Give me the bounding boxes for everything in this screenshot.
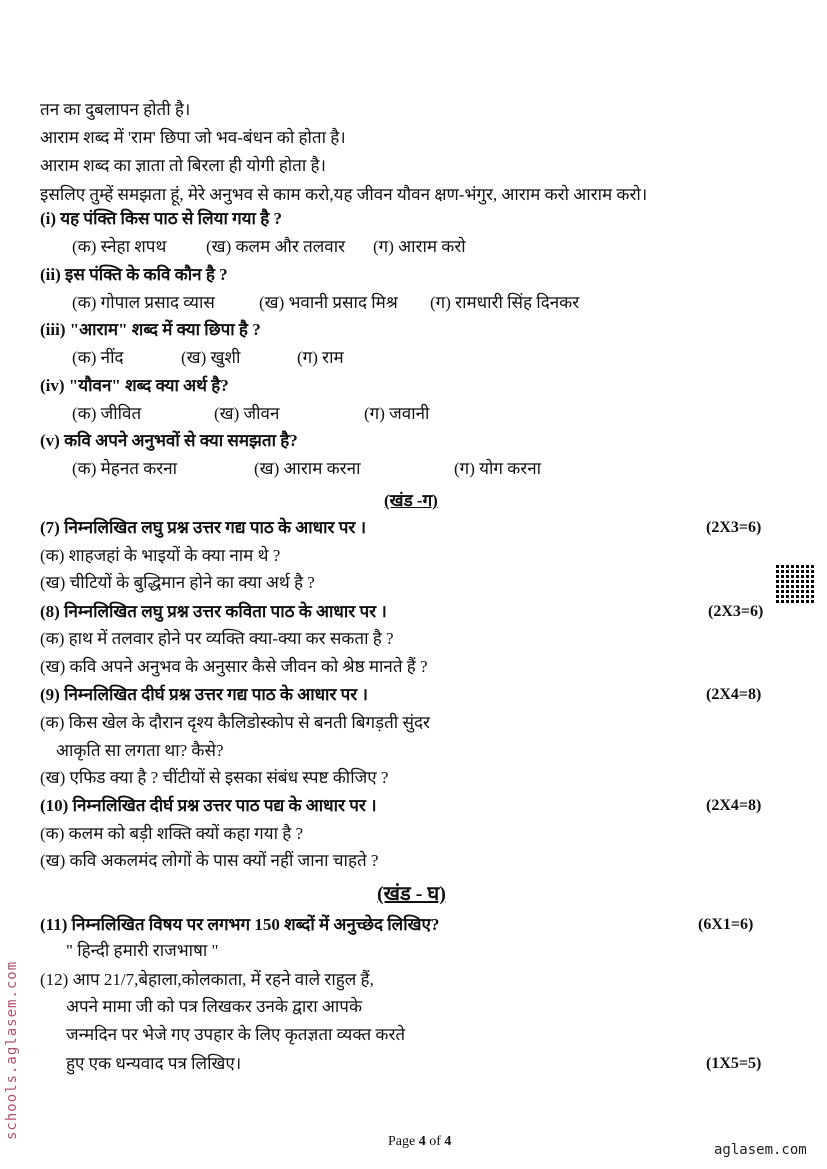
question-title: (7) निम्नलिखित लघु प्रश्न उत्तर गद्य पाठ के आधार पर । (40, 518, 367, 537)
marks: (1X5=5) (706, 1055, 762, 1072)
mcq-option: (ख) खुशी (181, 348, 241, 367)
marks: (6X1=6) (698, 916, 754, 933)
question-part: (क) शाहजहां के भाइयों के क्या नाम थे ? (40, 546, 281, 565)
poem-line: आराम शब्द में 'राम' छिपा जो भव-बंधन को होता है। (40, 128, 346, 147)
mcq-option: (ख) कलम और तलवार (206, 237, 346, 256)
letter-prompt-line: जन्मदिन पर भेजे गए उपहार के लिए कृतज्ञता व्यक्त करते (66, 1025, 406, 1044)
mcq-option: (क) स्नेहा शपथ (72, 237, 167, 256)
mcq-option: (ग) आराम करो (373, 237, 466, 256)
mcq-option: (ख) जीवन (214, 404, 280, 423)
question-title: (11) निम्नलिखित विषय पर लगभग 150 शब्दों में अनुच्छेद लिखिए? (40, 915, 440, 934)
mcq-question: (i) यह पंक्ति किस पाठ से लिया गया है ? (40, 209, 282, 228)
poem-line: तन का दुबलापन होती है। (40, 100, 191, 119)
page-number (388, 1134, 451, 1150)
question-part: (क) किस खेल के दौरान दृश्य कैलिडोस्कोप से बनती बिगड़ती सुंदर (40, 713, 430, 732)
mcq-option: (ख) भवानी प्रसाद मिश्र (259, 293, 398, 312)
letter-prompt-line: (12) आप 21/7,बेहाला,कोलकाता, में रहने वाले राहुल हैं, (40, 970, 374, 989)
letter-prompt-line: हुए एक धन्यवाद पत्र लिखिए। (66, 1054, 242, 1073)
mcq-question: (ii) इस पंक्ति के कवि कौन है ? (40, 265, 228, 284)
question-part: (क) कलम को बड़ी शक्ति क्यों कहा गया है ? (40, 824, 304, 843)
essay-topic: " हिन्दी हमारी राजभाषा " (66, 941, 219, 960)
question-title: (10) निम्नलिखित दीर्घ प्रश्न उत्तर पाठ पद्य के आधार पर । (40, 796, 377, 815)
mcq-question: (v) कवि अपने अनुभवों से क्या समझता है? (40, 431, 298, 450)
poem-line: इसलिए तुम्हें समझता हूं, मेरे अनुभव से काम करो,यह जीवन यौवन क्षण-भंगुर, आराम करो आराम करो। (40, 185, 648, 204)
letter-prompt-line: अपने मामा जी को पत्र लिखकर उनके द्वारा आपके (66, 997, 363, 1016)
mcq-option: (क) गोपाल प्रसाद व्यास (72, 293, 215, 312)
section-heading-g: (खंड -ग) (384, 491, 438, 510)
question-title: (8) निम्नलिखित लघु प्रश्न उत्तर कविता पाठ के आधार पर । (40, 602, 387, 621)
question-part: (ख) चीटियों के बुद्धिमान होने का क्या अर्थ है ? (40, 573, 315, 592)
poem-line: आराम शब्द का ज्ञाता तो बिरला ही योगी होता है। (40, 156, 326, 175)
mcq-option: (ख) आराम करना (254, 459, 361, 478)
question-part: (ख) कवि अपने अनुभव के अनुसार कैसे जीवन को श्रेष्ठ मानते हैं ? (40, 657, 428, 676)
question-part: (क) हाथ में तलवार होने पर व्यक्ति क्या-क्या कर सकता है ? (40, 629, 394, 648)
mcq-option: (ग) जवानी (364, 404, 430, 423)
page-prefix: Page (388, 1134, 419, 1149)
mcq-option: (ग) योग करना (454, 459, 542, 478)
marks: (2X4=8) (706, 797, 762, 814)
mcq-option: (क) नींद (72, 348, 124, 367)
marks: (2X3=6) (706, 519, 762, 536)
mcq-option: (ग) राम (297, 348, 344, 367)
section-heading-gh: (खंड - घ) (377, 883, 446, 905)
page-current: 4 (418, 1134, 426, 1149)
mcq-option: (ग) रामधारी सिंह दिनकर (430, 293, 580, 312)
marks: (2X4=8) (706, 686, 762, 703)
mcq-option: (क) मेहनत करना (72, 459, 178, 478)
question-part: आकृति सा लगता था? कैसे? (56, 741, 224, 760)
qr-code (776, 563, 816, 603)
question-title: (9) निम्नलिखित दीर्घ प्रश्न उत्तर गद्य पाठ के आधार पर । (40, 685, 368, 704)
mcq-question: (iv) "यौवन" शब्द क्या अर्थ है? (40, 376, 229, 395)
site-watermark: aglasem.com (714, 1142, 807, 1158)
side-watermark: schools.aglasem.com (4, 960, 20, 1140)
mcq-option: (क) जीवित (72, 404, 142, 423)
question-part: (ख) एफिड क्या है ? चींटीयों से इसका संबंध स्पष्ट कीजिए ? (40, 768, 389, 787)
question-part: (ख) कवि अकलमंद लोगों के पास क्यों नहीं जाना चाहते ? (40, 851, 379, 870)
page-of: of (425, 1134, 445, 1149)
marks: (2X3=6) (708, 603, 764, 620)
mcq-question: (iii) "आराम" शब्द में क्या छिपा है ? (40, 320, 261, 339)
page-total: 4 (444, 1134, 452, 1149)
